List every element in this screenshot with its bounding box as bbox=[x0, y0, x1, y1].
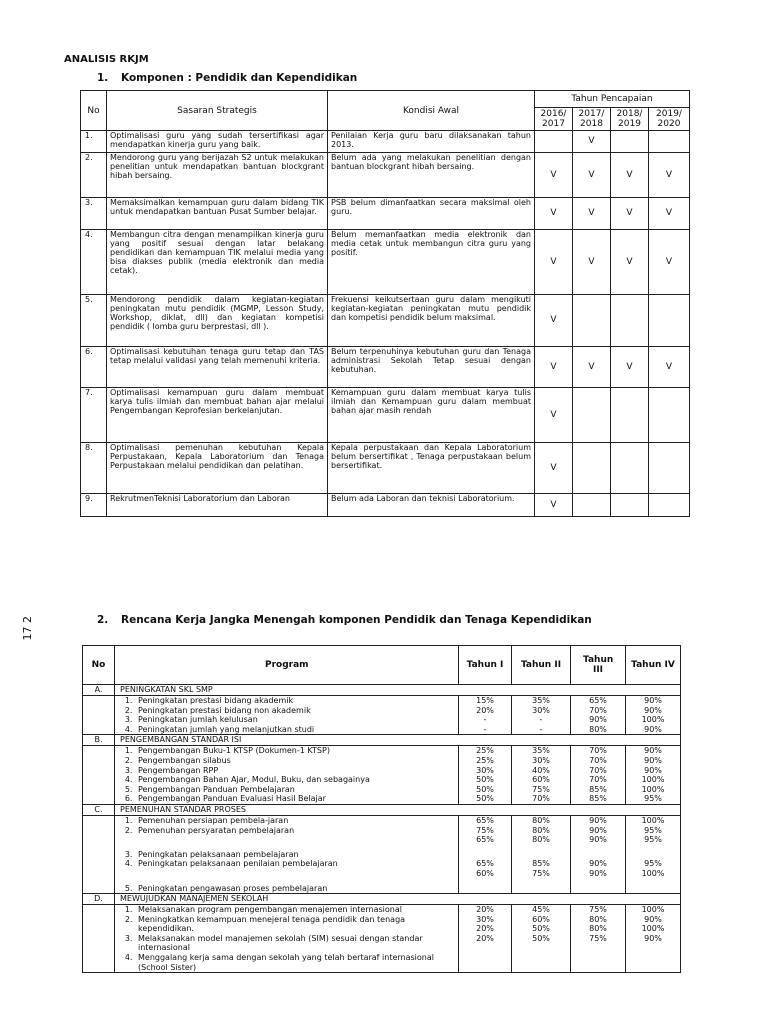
target-value: 75% bbox=[532, 868, 550, 878]
target-value: 30% bbox=[532, 705, 550, 715]
kondisi-awal-cell: Penilaian Kerja guru baru dilaksanakan tahun 2013. bbox=[328, 131, 535, 153]
kondisi-awal-cell: Belum memanfaatkan media elektronik dan media cetak untuk membangun citra guru yang positif. bbox=[328, 230, 535, 295]
program-item: 2. Peningkatan prestasi bidang non akademik bbox=[135, 706, 455, 716]
program-item: 4. Peningkatan jumlah yang melanjutkan studi bbox=[135, 725, 455, 735]
target-value: 35% bbox=[532, 696, 550, 705]
target-value: 50% bbox=[532, 924, 550, 934]
header-year: Tahun I bbox=[459, 646, 512, 685]
target-value: 30% bbox=[476, 765, 494, 775]
pencapaian-mark: V bbox=[611, 347, 649, 388]
year-value-cell bbox=[626, 746, 681, 805]
category-name: PENINGKATAN SKL SMP bbox=[115, 685, 681, 696]
target-value: 90% bbox=[589, 835, 607, 845]
target-value: 90% bbox=[589, 815, 607, 825]
target-value: 85% bbox=[589, 794, 607, 804]
target-value: 90% bbox=[644, 724, 662, 734]
program-item: 3. Melaksanakan model manajemen sekolah (SIM) sesuai dengan standar internasional bbox=[135, 934, 455, 953]
target-value: 80% bbox=[532, 815, 550, 825]
kondisi-awal-cell: Kepala perpustakaan dan Kepala Laboratorium belum bersertifikat , Tenaga perpustakaan belum bersertifikat. bbox=[328, 443, 535, 494]
target-value: 90% bbox=[644, 746, 662, 756]
target-value: - bbox=[539, 724, 543, 734]
target-value: 30% bbox=[476, 914, 494, 924]
year-value-cell bbox=[512, 905, 571, 973]
target-value: 20% bbox=[476, 705, 494, 715]
target-value: 90% bbox=[589, 825, 607, 835]
sasaran-strategis-cell: Optimalisasi kebutuhan tenaga guru tetap dan TAS tetap melalui validasi yang telah memenuhi kriteria. bbox=[107, 347, 328, 388]
empty-cell bbox=[83, 905, 115, 973]
program-list-cell bbox=[115, 815, 459, 893]
target-value bbox=[462, 884, 508, 894]
program-item: 5. Peningkatan pengawasan proses pembelajaran bbox=[135, 884, 455, 894]
target-value: 50% bbox=[476, 775, 494, 785]
category-row bbox=[83, 735, 681, 746]
section-1-title: Komponen : Pendidik dan Kependidikan bbox=[121, 72, 358, 84]
target-value: 60% bbox=[476, 868, 494, 878]
sasaran-strategis-cell: Optimalisasi kemampuan guru dalam membuat karya tulis ilmiah dan membuat bahan ajar melalui Pengembangan Keprofesian berkelanjutan. bbox=[107, 388, 328, 443]
pencapaian-mark bbox=[649, 494, 690, 517]
target-value: 95% bbox=[644, 794, 662, 804]
target-value: 70% bbox=[589, 775, 607, 785]
target-value: - bbox=[483, 715, 487, 725]
year-value-cell bbox=[571, 815, 626, 893]
pencapaian-mark bbox=[573, 295, 611, 347]
sasaran-strategis-cell: Membangun citra dengan menampilkan kinerja guru yang positif sesuai dengan latar belakang pendidikan dan kemampuan TIK melalui media yang bisa diakses publik (media elektronik dan media cetak). bbox=[107, 230, 328, 295]
pencapaian-mark: V bbox=[535, 347, 573, 388]
pencapaian-mark: V bbox=[573, 131, 611, 153]
pencapaian-mark: V bbox=[649, 347, 690, 388]
pencapaian-mark bbox=[649, 388, 690, 443]
target-value: 45% bbox=[532, 905, 550, 915]
program-item: 3. Peningkatan jumlah kelulusan bbox=[135, 715, 455, 725]
target-value bbox=[629, 850, 677, 860]
pencapaian-mark: V bbox=[535, 153, 573, 198]
header-year: 2016/ 2017 bbox=[535, 108, 573, 131]
empty-cell bbox=[83, 696, 115, 735]
target-value: 50% bbox=[532, 933, 550, 943]
program-item: 2. Pengembangan silabus bbox=[135, 756, 455, 766]
pencapaian-mark: V bbox=[573, 230, 611, 295]
target-value: 90% bbox=[644, 933, 662, 943]
kondisi-awal-cell: Belum terpenuhinya kebutuhan guru dan Tenaga administrasi Sekolah Tetap sesuai dengan kebutuhan. bbox=[328, 347, 535, 388]
target-value: - bbox=[539, 715, 543, 725]
pencapaian-mark: V bbox=[611, 153, 649, 198]
sasaran-row bbox=[81, 153, 690, 198]
header-year: Tahun IV bbox=[626, 646, 681, 685]
target-value: 95% bbox=[644, 835, 662, 845]
target-value: 75% bbox=[532, 784, 550, 794]
program-item: 1. Pengembangan Buku-1 KTSP (Dokumen-1 KTSP) bbox=[135, 746, 455, 756]
category-items-row bbox=[83, 746, 681, 805]
target-value: 50% bbox=[476, 794, 494, 804]
pencapaian-mark bbox=[535, 131, 573, 153]
pencapaian-mark: V bbox=[535, 443, 573, 494]
category-name: PEMENUHAN STANDAR PROSES bbox=[115, 804, 681, 815]
program-item: 4. Pengembangan Bahan Ajar, Modul, Buku, dan sebagainya bbox=[135, 775, 455, 785]
target-value bbox=[574, 850, 622, 860]
target-value bbox=[462, 850, 508, 860]
header-year: 2019/ 2020 bbox=[649, 108, 690, 131]
target-value: 70% bbox=[532, 794, 550, 804]
kondisi-awal-cell: Frekuensi keikutsertaan guru dalam mengikuti kegiatan-kegiatan peningkatan mutu pendidik dan kompetisi pendidik belum maksimal. bbox=[328, 295, 535, 347]
target-value: 80% bbox=[589, 914, 607, 924]
section-1-heading bbox=[97, 72, 357, 84]
category-items-row bbox=[83, 905, 681, 973]
sasaran-row bbox=[81, 198, 690, 230]
section-2-heading bbox=[97, 614, 592, 626]
target-value: 75% bbox=[589, 933, 607, 943]
target-value: 25% bbox=[476, 755, 494, 765]
pencapaian-mark: V bbox=[649, 230, 690, 295]
target-value: 100% bbox=[641, 815, 665, 825]
target-value: 25% bbox=[476, 746, 494, 756]
target-value: 30% bbox=[532, 755, 550, 765]
row-number: 1. bbox=[81, 131, 107, 153]
sasaran-row bbox=[81, 295, 690, 347]
header-year: 2017/ 2018 bbox=[573, 108, 611, 131]
year-value-cell bbox=[571, 905, 626, 973]
program-item: 2. Pemenuhan persyaratan pembelajaran bbox=[135, 826, 455, 836]
target-value: 70% bbox=[589, 755, 607, 765]
row-number: 9. bbox=[81, 494, 107, 517]
row-number: 5. bbox=[81, 295, 107, 347]
pencapaian-mark: V bbox=[611, 230, 649, 295]
section-2-number: 2. bbox=[97, 614, 109, 626]
year-value-cell bbox=[512, 815, 571, 893]
pencapaian-mark: V bbox=[573, 198, 611, 230]
target-value: 90% bbox=[644, 705, 662, 715]
year-value-cell bbox=[626, 905, 681, 973]
target-value: 90% bbox=[589, 859, 607, 869]
category-row bbox=[83, 804, 681, 815]
target-value: 35% bbox=[532, 746, 550, 756]
header-program: Program bbox=[115, 646, 459, 685]
category-row bbox=[83, 685, 681, 696]
target-value: 20% bbox=[476, 924, 494, 934]
year-value-cell bbox=[571, 746, 626, 805]
target-value: 20% bbox=[476, 933, 494, 943]
target-value: 85% bbox=[589, 784, 607, 794]
target-value: 65% bbox=[589, 696, 607, 705]
program-item: 1. Pemenuhan persiapan pembela-jaran bbox=[135, 816, 455, 826]
header-year: 2018/ 2019 bbox=[611, 108, 649, 131]
target-value bbox=[629, 884, 677, 894]
target-value: 70% bbox=[589, 705, 607, 715]
pencapaian-mark bbox=[649, 295, 690, 347]
pencapaian-mark bbox=[611, 295, 649, 347]
row-number: 4. bbox=[81, 230, 107, 295]
pencapaian-mark: V bbox=[535, 388, 573, 443]
pencapaian-mark: V bbox=[611, 198, 649, 230]
sasaran-strategis-cell: Mendorong pendidik dalam kegiatan-kegiatan peningkatan mutu pendidik (MGMP, Lesson Study, Workshop, diklat, dll) dan kegiatan kompetisi pendidik ( lomba guru berprestasi, dll ). bbox=[107, 295, 328, 347]
target-value: 90% bbox=[644, 696, 662, 705]
pencapaian-mark: V bbox=[649, 198, 690, 230]
header-no: No bbox=[81, 91, 107, 131]
target-value: 60% bbox=[532, 775, 550, 785]
document-title: ANALISIS RKJM bbox=[64, 54, 149, 65]
sasaran-strategis-cell: Memaksimalkan kemampuan guru dalam bidang TIK untuk mendapatkan bantuan Pusat Sumber belajar. bbox=[107, 198, 328, 230]
program-item: 2. Meningkatkan kemampuan menejeral tenaga pendidik dan tenaga kependidikan. bbox=[135, 915, 455, 934]
target-value: 20% bbox=[476, 905, 494, 915]
year-value-cell bbox=[459, 746, 512, 805]
target-value: 70% bbox=[589, 746, 607, 756]
target-value: 100% bbox=[641, 715, 665, 725]
target-value: 60% bbox=[532, 914, 550, 924]
target-value: 90% bbox=[644, 755, 662, 765]
target-value: 100% bbox=[641, 868, 665, 878]
category-items-row bbox=[83, 815, 681, 893]
target-value bbox=[515, 884, 567, 894]
program-item: 5. Pengembangan Panduan Pembelajaran bbox=[135, 785, 455, 795]
year-value-cell bbox=[512, 696, 571, 735]
pencapaian-mark: V bbox=[535, 198, 573, 230]
pencapaian-mark bbox=[573, 443, 611, 494]
section-1-number: 1. bbox=[97, 72, 109, 84]
pencapaian-mark bbox=[649, 131, 690, 153]
sasaran-row bbox=[81, 494, 690, 517]
kondisi-awal-cell: PSB belum dimanfaatkan secara maksimal oleh guru. bbox=[328, 198, 535, 230]
pencapaian-mark bbox=[573, 494, 611, 517]
target-value: 95% bbox=[644, 859, 662, 869]
year-value-cell bbox=[626, 815, 681, 893]
target-value: 100% bbox=[641, 775, 665, 785]
target-value bbox=[574, 884, 622, 894]
header-kondisi-awal: Kondisi Awal bbox=[328, 91, 535, 131]
pencapaian-mark: V bbox=[535, 494, 573, 517]
sasaran-row bbox=[81, 443, 690, 494]
empty-cell bbox=[83, 746, 115, 805]
pencapaian-mark bbox=[611, 131, 649, 153]
category-code: C. bbox=[83, 804, 115, 815]
program-list-cell bbox=[115, 696, 459, 735]
pencapaian-mark bbox=[611, 494, 649, 517]
program-item: 1. Melaksanakan program pengembangan menajemen internasional bbox=[135, 905, 455, 915]
target-value: 80% bbox=[589, 924, 607, 934]
row-number: 6. bbox=[81, 347, 107, 388]
target-value: 90% bbox=[644, 914, 662, 924]
program-item: 3. Pengembangan RPP bbox=[135, 766, 455, 776]
category-code: B. bbox=[83, 735, 115, 746]
category-code: A. bbox=[83, 685, 115, 696]
sasaran-row bbox=[81, 230, 690, 295]
category-name: MEWUJUDKAN MANAJEMEN SEKOLAH bbox=[115, 894, 681, 905]
program-item: 3. Peningkatan pelaksanaan pembelajaran bbox=[135, 850, 455, 860]
year-value-cell bbox=[626, 696, 681, 735]
kondisi-awal-cell: Kemampuan guru dalam membuat karya tulis ilmiah dan Kemampuan guru dalam membuat bahan ajar masih rendah bbox=[328, 388, 535, 443]
program-item: 1. Peningkatan prestasi bidang akademik bbox=[135, 696, 455, 706]
program-item: 4. Peningkatan pelaksanaan penilaian pembelajaran bbox=[135, 859, 455, 869]
category-code: D. bbox=[83, 894, 115, 905]
year-value-cell bbox=[459, 905, 512, 973]
program-list-cell bbox=[115, 746, 459, 805]
empty-cell bbox=[83, 815, 115, 893]
target-value: 90% bbox=[589, 868, 607, 878]
header-no: No bbox=[83, 646, 115, 685]
header-year: Tahun III bbox=[571, 646, 626, 685]
target-value: 100% bbox=[641, 924, 665, 934]
target-value: 65% bbox=[476, 835, 494, 845]
target-value: 95% bbox=[644, 825, 662, 835]
pencapaian-mark bbox=[573, 388, 611, 443]
target-value: 65% bbox=[476, 815, 494, 825]
target-value: 100% bbox=[641, 784, 665, 794]
target-value: 15% bbox=[476, 696, 494, 705]
target-value: 50% bbox=[476, 784, 494, 794]
pencapaian-mark: V bbox=[535, 230, 573, 295]
sasaran-row bbox=[81, 131, 690, 153]
target-value: 90% bbox=[644, 765, 662, 775]
rencana-kerja-table bbox=[82, 645, 681, 973]
pencapaian-mark bbox=[611, 443, 649, 494]
pencapaian-mark bbox=[611, 388, 649, 443]
sasaran-strategis-table bbox=[80, 90, 690, 517]
sasaran-strategis-cell: Optimalisasi pemenuhan kebutuhan Kepala Perpustakaan, Kepala Laboratorium dan Tenaga Perpustakaan melalui pendidikan dan pelatihan. bbox=[107, 443, 328, 494]
program-item: 4. Menggalang kerja sama dengan sekolah yang telah bertaraf internasional (School Sister) bbox=[135, 953, 455, 972]
pencapaian-mark bbox=[649, 443, 690, 494]
year-value-cell bbox=[571, 696, 626, 735]
sasaran-strategis-cell: Optimalisasi guru yang sudah tersertifikasi agar mendapatkan kinerja guru yang baik. bbox=[107, 131, 328, 153]
target-value: - bbox=[483, 724, 487, 734]
year-value-cell bbox=[459, 696, 512, 735]
row-number: 3. bbox=[81, 198, 107, 230]
header-sasaran-strategis: Sasaran Strategis bbox=[107, 91, 328, 131]
row-number: 2. bbox=[81, 153, 107, 198]
page-number: 17 2 bbox=[21, 616, 34, 641]
sasaran-row bbox=[81, 347, 690, 388]
header-year: Tahun II bbox=[512, 646, 571, 685]
pencapaian-mark: V bbox=[573, 347, 611, 388]
category-name: PENGEMBANGAN STANDAR ISI bbox=[115, 735, 681, 746]
category-items-row bbox=[83, 696, 681, 735]
sasaran-strategis-cell: RekrutmenTeknisi Laboratorium dan Laboran bbox=[107, 494, 328, 517]
pencapaian-mark: V bbox=[535, 295, 573, 347]
target-value: 65% bbox=[476, 859, 494, 869]
sasaran-row bbox=[81, 388, 690, 443]
target-value: 85% bbox=[532, 859, 550, 869]
program-list-cell bbox=[115, 905, 459, 973]
category-row bbox=[83, 894, 681, 905]
target-value: 80% bbox=[532, 835, 550, 845]
target-value: 75% bbox=[589, 905, 607, 915]
sasaran-strategis-cell: Mendorong guru yang berijazah S2 untuk melakukan penelitian untuk mendapatkan bantuan blockgrant hibah bersaing. bbox=[107, 153, 328, 198]
target-value: 75% bbox=[476, 825, 494, 835]
pencapaian-mark: V bbox=[573, 153, 611, 198]
program-item: 6. Pengembangan Panduan Evaluasi Hasil Belajar bbox=[135, 794, 455, 804]
kondisi-awal-cell: Belum ada Laboran dan teknisi Laboratorium. bbox=[328, 494, 535, 517]
section-2-title: Rencana Kerja Jangka Menengah komponen Pendidik dan Tenaga Kependidikan bbox=[121, 614, 592, 626]
target-value: 80% bbox=[532, 825, 550, 835]
target-value: 80% bbox=[589, 724, 607, 734]
target-value: 90% bbox=[589, 715, 607, 725]
target-value: 100% bbox=[641, 905, 665, 915]
kondisi-awal-cell: Belum ada yang melakukan penelitian dengan bantuan blockgrant hibah bersaing. bbox=[328, 153, 535, 198]
target-value: 40% bbox=[532, 765, 550, 775]
row-number: 8. bbox=[81, 443, 107, 494]
target-value: 70% bbox=[589, 765, 607, 775]
row-number: 7. bbox=[81, 388, 107, 443]
target-value bbox=[515, 850, 567, 860]
header-tahun-pencapaian: Tahun Pencapaian bbox=[535, 91, 690, 108]
year-value-cell bbox=[512, 746, 571, 805]
pencapaian-mark: V bbox=[649, 153, 690, 198]
year-value-cell bbox=[459, 815, 512, 893]
